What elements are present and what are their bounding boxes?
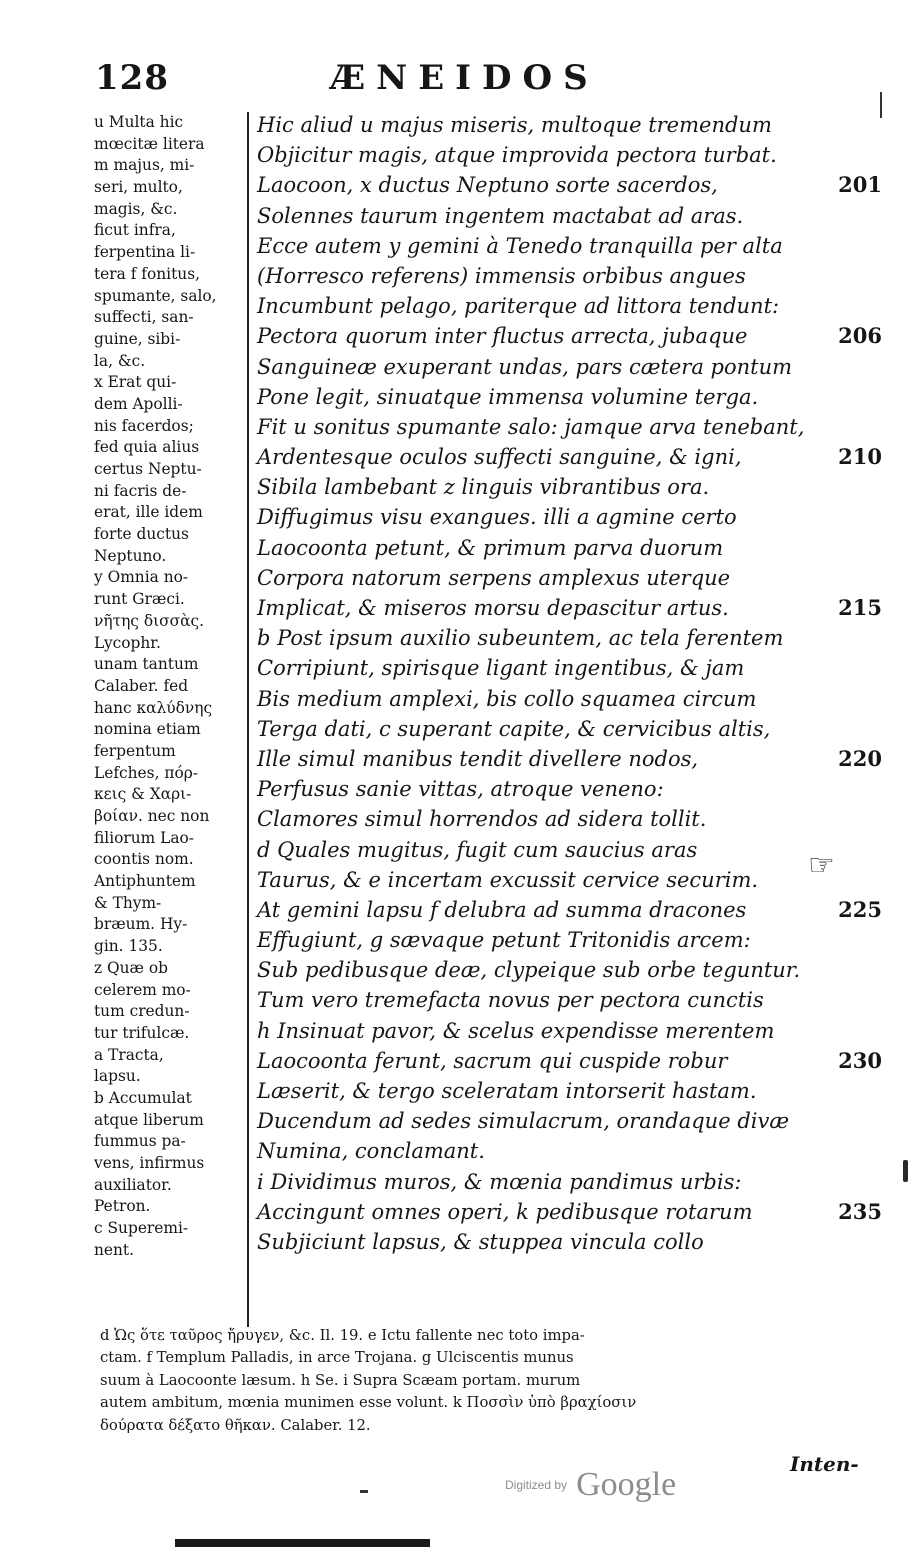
verse-line-text: Laocoon, x ductus Neptuno sorte sacerdos, xyxy=(257,173,718,198)
verse-line-text: Corripiunt, spirisque ligant ingentibus, & jam xyxy=(257,656,745,681)
verse-line-text: Pectora quorum inter fluctus arrecta, jubaque xyxy=(257,324,748,349)
verse-line xyxy=(257,714,882,744)
verse-line xyxy=(257,1136,882,1166)
line-number: 201 xyxy=(838,172,882,198)
verse-line xyxy=(257,895,882,925)
verse-line-text: d Quales mugitus, fugit cum saucius aras xyxy=(257,837,698,862)
margin-note-line: spumante, salo, xyxy=(94,286,217,305)
margin-note-line: νῆτης δισσὰς. xyxy=(94,611,205,630)
verse-line-text: b Post ipsum auxilio subeuntem, ac tela ferentem xyxy=(257,626,784,651)
verse-line xyxy=(257,1016,882,1046)
margin-note-line: βοίαν. nec non xyxy=(94,807,210,825)
margin-notes xyxy=(94,112,242,1261)
margin-note-line: vens, infirmus xyxy=(94,1154,205,1172)
footnote-line: suum à Laocoonte læsum. h Se. i Supra Scæam portam. murum xyxy=(100,1371,581,1389)
margin-note-line: Lycophr. xyxy=(94,633,161,652)
verse-line xyxy=(257,321,882,351)
margin-note-line: y Omnia no- xyxy=(94,568,189,587)
margin-note-line: Petron. xyxy=(94,1197,151,1216)
margin-note-line: filiorum Lao- xyxy=(94,828,194,847)
margin-note-line: auxiliator. xyxy=(94,1175,172,1194)
margin-note-line: nomina etiam xyxy=(94,720,201,739)
page-number: 128 xyxy=(95,58,169,98)
line-number: 220 xyxy=(838,745,882,771)
digitization-watermark xyxy=(505,1466,676,1504)
verse-line-text: Sanguineæ exuperant undas, pars cætera pontum xyxy=(257,354,793,379)
verse-line xyxy=(257,925,882,955)
verse-line xyxy=(257,533,882,563)
verse-line-text: Laocoonta ferunt, sacrum qui cuspide robur xyxy=(257,1048,728,1073)
margin-note-line: Neptuno. xyxy=(94,546,167,565)
margin-note-line: nent. xyxy=(94,1240,135,1259)
verse-line xyxy=(257,261,882,291)
verse-line-text: Sibila lambebant z linguis vibrantibus ora. xyxy=(257,475,710,500)
verse-line-text: Diffugimus visu exangues. illi a agmine certo xyxy=(257,505,737,530)
verse-line-text: (Horresco referens) immensis orbibus angues xyxy=(257,263,746,288)
verse-line xyxy=(257,291,882,321)
verse-line xyxy=(257,774,882,804)
verse-line xyxy=(257,1076,882,1106)
verse-line-text: h Insinuat pavor, & scelus expendisse merentem xyxy=(257,1018,775,1043)
verse-line xyxy=(257,1046,882,1076)
verse-line-text: Tum vero tremefacta novus per pectora cunctis xyxy=(257,988,764,1013)
verse-line xyxy=(257,201,882,231)
margin-note-line: u Multa hic xyxy=(94,113,184,131)
margin-note-line: magis, &c. xyxy=(94,199,178,218)
verse-line xyxy=(257,382,882,412)
ink-mark xyxy=(903,1160,908,1182)
margin-note-line: atque liberum xyxy=(94,1110,204,1129)
verse-line-text: Numina, conclamant. xyxy=(257,1139,485,1164)
margin-note-line: lapsu. xyxy=(94,1067,141,1086)
verse-line xyxy=(257,744,882,774)
verse-line xyxy=(257,110,882,140)
verse-line-text: Ardentesque oculos suffecti sanguine, & igni, xyxy=(257,445,742,470)
verse-line-text: Subjiciunt lapsus, & stuppea vincula collo xyxy=(257,1229,704,1254)
verse-line xyxy=(257,1197,882,1227)
verse-line-text: Ducendum ad sedes simulacrum, orandaque divæ xyxy=(257,1109,790,1134)
margin-note-line: b Accumulat xyxy=(94,1088,192,1107)
margin-note-line: ferpentina li- xyxy=(94,243,196,262)
verse-line xyxy=(257,684,882,714)
margin-note-line: c Superemi- xyxy=(94,1219,189,1238)
margin-note-line: & Thym- xyxy=(94,893,162,912)
verse-line-text: Accingunt omnes operi, k pedibusque rotarum xyxy=(257,1199,753,1224)
margin-note-line: Antiphuntem xyxy=(94,872,196,891)
verse-line-text: Terga dati, c superant capite, & cervicibus altis, xyxy=(257,716,771,741)
margin-note-line: a Tracta, xyxy=(94,1045,164,1064)
margin-note-line: coontis nom. xyxy=(94,850,194,869)
verse-line xyxy=(257,502,882,532)
verse-line xyxy=(257,865,882,895)
line-number: 215 xyxy=(838,595,882,620)
verse-line xyxy=(257,352,882,382)
verse-line-text: Hic aliud u majus miseris, multoque tremendum xyxy=(257,113,772,137)
margin-note-line: x Erat qui- xyxy=(94,373,177,392)
ink-mark xyxy=(360,1490,368,1493)
margin-note-line: ferpentum xyxy=(94,741,176,760)
verse-line-text: Ille simul manibus tendit divellere nodos, xyxy=(257,746,699,771)
line-number: 206 xyxy=(838,323,882,349)
verse-line-text: Laocoonta petunt, & primum parva duorum xyxy=(257,535,724,560)
running-title: ÆNEIDOS xyxy=(330,58,599,98)
footnote-line: ctam. f Templum Palladis, in arce Trojana. g Ulciscentis munus xyxy=(100,1349,574,1367)
margin-note-line: m majus, mi- xyxy=(94,156,195,175)
verse-line xyxy=(257,412,882,442)
margin-note-line: Lefches, πόρ- xyxy=(94,763,198,782)
verse-line xyxy=(257,955,882,985)
pointing-hand-icon: ☞ xyxy=(808,848,835,883)
verse-line xyxy=(257,804,882,834)
footnote-line: autem ambitum, mœnia munimen esse volunt. k Ποσσὶν ὑπὸ βραχίοσιν xyxy=(100,1394,637,1412)
verse-line-text: Clamores simul horrendos ad sidera tollit. xyxy=(257,807,707,832)
verse-line-text: Bis medium amplexi, bis collo squamea circum xyxy=(257,686,757,711)
verse-line xyxy=(257,231,882,261)
margin-note-line: la, &c. xyxy=(94,351,146,370)
margin-note-line: gin. 135. xyxy=(94,937,163,956)
footnote-line: δούρατα δέξατο θῆκαν. Calaber. 12. xyxy=(100,1416,371,1434)
margin-note-line: fed quia alius xyxy=(94,438,200,457)
margin-note-line: κεις & Χαρι- xyxy=(94,785,192,804)
margin-note-line: mœcitæ litera xyxy=(94,134,205,153)
margin-note-line: guine, sibi- xyxy=(94,329,181,348)
margin-note-line: tur trifulcæ. xyxy=(94,1023,190,1042)
verse-line xyxy=(257,1106,882,1136)
verse-line xyxy=(257,835,882,865)
verse-line xyxy=(257,623,882,653)
verse-line-text: Taurus, & e incertam excussit cervice securim. xyxy=(257,867,759,892)
verse-line xyxy=(257,442,882,472)
line-number: 225 xyxy=(838,896,882,922)
verse-line-text: i Dividimus muros, & mœnia pandimus urbis: xyxy=(257,1169,742,1194)
verse-line-text: Ecce autem y gemini à Tenedo tranquilla per alta xyxy=(257,233,783,258)
margin-note-line: bræum. Hy- xyxy=(94,915,188,934)
margin-note-line: ni facris de- xyxy=(94,481,187,500)
line-number: 230 xyxy=(838,1047,882,1073)
margin-note-line: tera f fonitus, xyxy=(94,264,200,283)
verse-line xyxy=(257,140,882,170)
footnote-line: d Ὡς ὅτε ταῦρος ἤρυγεν, &c. Il. 19. e Ictu fallente nec toto impa- xyxy=(100,1327,585,1344)
margin-note-line: z Quæ ob xyxy=(94,958,169,977)
margin-note-line: Calaber. fed xyxy=(94,676,189,695)
verse-line-text: Effugiunt, g sævaque petunt Tritonidis arcem: xyxy=(257,928,751,953)
verse-line xyxy=(257,563,882,593)
verse-line-text: Pone legit, sinuatque immensa volumine terga. xyxy=(257,384,759,409)
verse-line xyxy=(257,472,882,502)
line-number: 210 xyxy=(838,444,882,470)
margin-note-line: seri, multo, xyxy=(94,178,183,197)
verse-line-text: Læserit, & tergo sceleratam intorserit hastam. xyxy=(257,1079,757,1103)
verse-text xyxy=(257,110,882,1257)
margin-note-line: celerem mo- xyxy=(94,980,191,999)
margin-note-line: suffecti, san- xyxy=(94,308,194,327)
margin-note-line: fummus pa- xyxy=(94,1132,186,1151)
margin-note-line: nis facerdos; xyxy=(94,416,194,435)
verse-line-text: Incumbunt pelago, pariterque ad littora tendunt: xyxy=(257,294,780,319)
verse-line-text: Objicitur magis, atque improvida pectora turbat. xyxy=(257,143,777,168)
verse-line xyxy=(257,593,882,623)
margin-note-line: erat, ille idem xyxy=(94,503,203,522)
verse-line-text: Implicat, & miseros morsu depascitur artus. xyxy=(257,596,729,620)
verse-line xyxy=(257,653,882,683)
bottom-rule xyxy=(175,1539,430,1547)
verse-line-text: Solennes taurum ingentem mactabat ad aras. xyxy=(257,203,744,228)
margin-note-line: runt Græci. xyxy=(94,590,185,609)
margin-note-line: forte ductus xyxy=(94,525,189,544)
catchword: Inten- xyxy=(790,1452,859,1476)
watermark-prefix: Digitized by xyxy=(505,1478,568,1492)
verse-line xyxy=(257,1227,882,1257)
verse-line-text: Fit u sonitus spumante salo: jamque arva tenebant, xyxy=(257,414,805,439)
verse-line xyxy=(257,985,882,1015)
margin-note-line: ficut infra, xyxy=(94,221,176,240)
margin-note-line: hanc καλύδνης xyxy=(94,698,213,717)
column-rule xyxy=(247,112,249,1327)
margin-note-line: certus Neptu- xyxy=(94,460,202,478)
margin-note-line: tum credun- xyxy=(94,1002,190,1021)
verse-line-text: Perfusus sanie vittas, atroque veneno: xyxy=(257,777,664,802)
margin-note-line: unam tantum xyxy=(94,655,199,674)
line-number: 235 xyxy=(838,1198,882,1224)
verse-line-text: Corpora natorum serpens amplexus uterque xyxy=(257,565,731,590)
google-logo: Google xyxy=(576,1466,677,1503)
footnotes xyxy=(100,1325,880,1437)
margin-note-line: dem Apolli- xyxy=(94,394,183,413)
verse-line xyxy=(257,170,882,200)
verse-line-text: At gemini lapsu f delubra ad summa dracones xyxy=(257,897,747,922)
verse-line-text: Sub pedibusque deæ, clypeique sub orbe teguntur. xyxy=(257,958,801,983)
verse-line xyxy=(257,1167,882,1197)
